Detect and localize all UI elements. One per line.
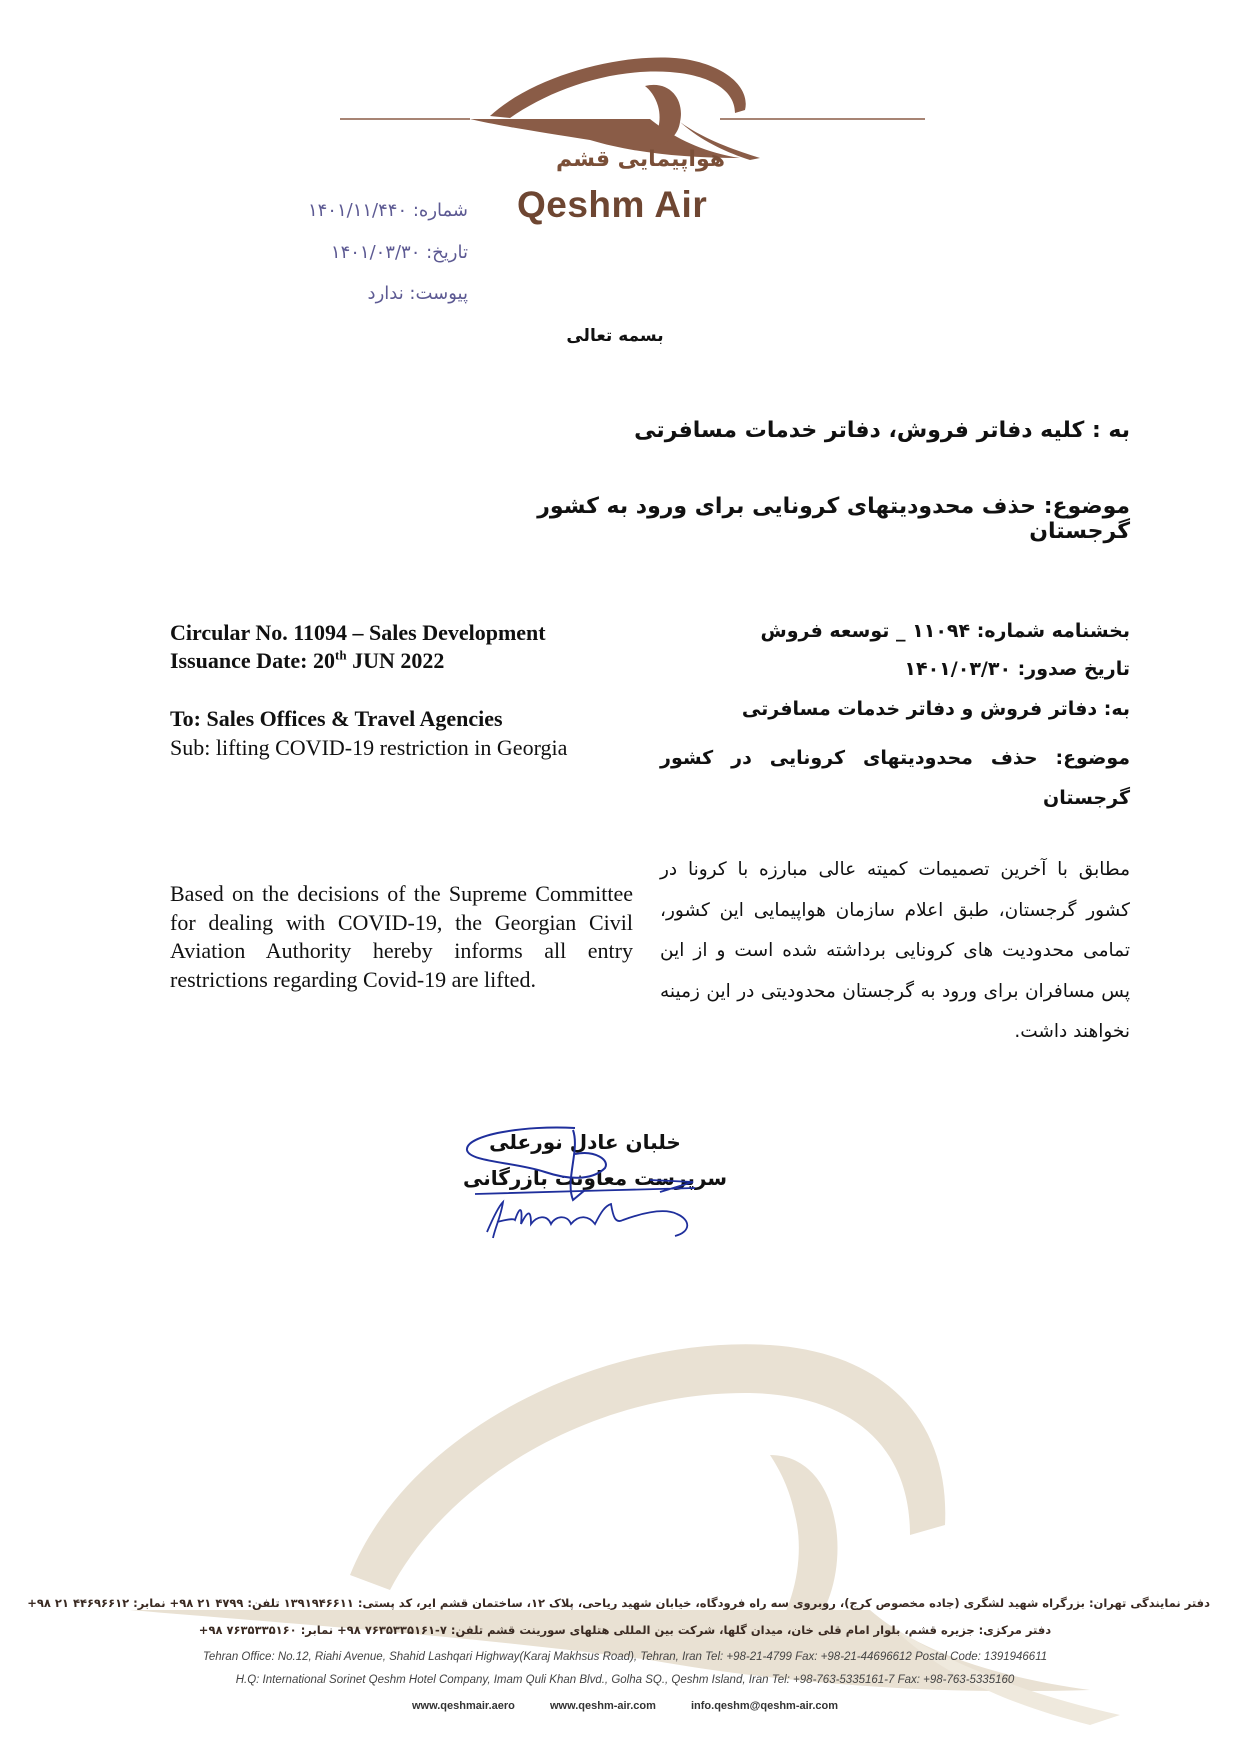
basmala-heading: بسمه تعالی — [566, 326, 664, 346]
body-english: Based on the decisions of the Supreme Committee for dealing with COVID-19, the Georgian Civil Aviation Authority hereby informs all entry restrictions regarding Covid-19 are lifted. — [170, 881, 633, 992]
reference-attachment: پیوست: ندارد — [367, 283, 468, 304]
reference-number: شماره: ۱۴۰۱/۱۱/۴۴۰ — [307, 200, 468, 221]
recipient-english: To: Sales Offices & Travel Agencies — [170, 706, 503, 731]
recipient-persian-circular: به: دفاتر فروش و دفاتر خدمات مسافرتی — [741, 698, 1130, 720]
brand-name-persian: هواپیمایی قشم — [555, 147, 725, 172]
subject-persian: موضوع: حذف محدودیتهای کرونایی برای ورود به کشور گرجستان — [537, 494, 1130, 544]
issuance-date-persian: تاریخ صدور: ۱۴۰۱/۰۳/۳۰ — [904, 658, 1130, 680]
issuance-date-english: Issuance Date: 20th JUN 2022 — [170, 647, 445, 673]
footer-hq-persian: دفتر مرکزی: جزیره قشم، بلوار امام قلی خان، میدان گلها، شرکت بین المللی هتلهای سورینت قشم تلفن: ۷-۷۶۳۵۳۳۵۱۶۱ ۹۸+ نمابر: ۷۶۳۵۳۳۵۱۶۰ ۹۸+ — [198, 1623, 1052, 1637]
website-link-com[interactable]: www.qeshm-air.com — [549, 1700, 656, 1712]
subject-english: Sub: lifting COVID-19 restriction in Georgia — [170, 735, 568, 760]
email-link[interactable]: info.qeshm@qeshm-air.com — [690, 1700, 839, 1712]
footer-tehran-office-english: Tehran Office: No.12, Riahi Avenue, Shahid Lashqari Highway(Karaj Makhsus Road), Tehran, Iran Tel: +98-21-4799 Fax: +98-21-44696612 Postal Code: 1391946611 — [202, 1651, 1048, 1663]
website-link-aero[interactable]: www.qeshmair.aero — [411, 1700, 515, 1712]
footer-tehran-office-persian: دفتر نمایندگی تهران: بزرگراه شهید لشگری (جاده مخصوص کرج)، روبروی سه راه فرودگاه، خیابان شهید ریاحی، پلاک ۱۲، ساختمان قشم ایر، کد پستی: ۱۳۹۱۹۴۶۶۱۱ تلفن: ۴۷۹۹ ۲۱ ۹۸+ نمابر: ۴۴۶۹۶۶۱۲ ۲۱ ۹۸+ — [27, 1596, 1210, 1610]
brand-name-english: Qeshm Air — [517, 184, 708, 225]
reference-date: تاریخ: ۱۴۰۱/۰۳/۳۰ — [330, 242, 468, 263]
recipient-persian: به : کلیه دفاتر فروش، دفاتر خدمات مسافرتی — [634, 418, 1130, 443]
signatory-name: خلبان عادل نورعلی — [489, 1130, 681, 1154]
circular-number-english: Circular No. 11094 – Sales Development — [170, 620, 546, 645]
footer-hq-english: H.Q: International Sorinet Qeshm Hotel Company, Imam Quli Khan Blvd., Golha SQ., Qeshm Island, Iran Tel: +98-763-5335161-7 Fax: +98-763-5335160 — [235, 1674, 1015, 1686]
signatory-title: سرپرست معاونت بازرگانی — [462, 1166, 728, 1190]
footer-web-links — [60, 1700, 1190, 1712]
circular-number-persian: بخشنامه شماره: ۱۱۰۹۴ _ توسعه فروش — [760, 620, 1130, 642]
body-persian: مطابق با آخرین تصمیمات کمیته عالی مبارزه با کرونا در کشور گرجستان، طبق اعلام سازمان هواپیمایی این کشور، تمامی محدودیت های کرونایی برداشته شده است و از این پس مسافران برای ورود به گرجستان محدودیتی در این زمینه نخواهند داشت. — [660, 859, 1130, 1042]
handwritten-signature — [455, 1120, 735, 1250]
subject-persian-circular: موضوع: حذف محدودیتهای کرونایی در کشور گرجستان — [660, 747, 1130, 809]
